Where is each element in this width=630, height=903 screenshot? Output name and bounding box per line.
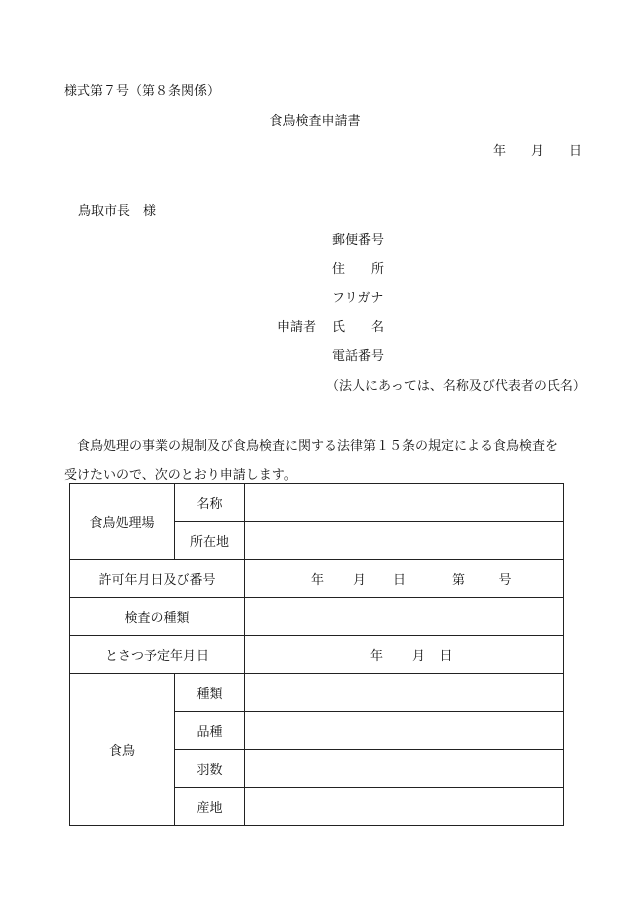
applicant-label: 申請者 — [277, 320, 317, 335]
slaughter-date-field[interactable] — [245, 636, 564, 674]
facility-name-label: 名称 — [175, 484, 245, 522]
request-statement — [64, 432, 584, 490]
poultry-count-label: 羽数 — [175, 750, 245, 788]
permit-number-prefix: 第 — [451, 573, 465, 588]
date-month-label: 月 — [531, 144, 545, 159]
facility-name-field[interactable] — [245, 484, 564, 522]
page-title: 食鳥検査申請書 — [269, 114, 361, 129]
permit-day-label: 日 — [392, 573, 406, 588]
slaughter-month-label: 月 — [411, 649, 425, 664]
facility-location-label: 所在地 — [175, 522, 245, 560]
corporation-note: （法人にあっては、名称及び代表者の氏名） — [326, 379, 586, 394]
inspection-type-label: 検査の種類 — [70, 598, 245, 636]
application-table — [69, 483, 564, 826]
form-number: 様式第７号（第８条関係） — [64, 84, 221, 99]
date-year-label: 年 — [493, 144, 507, 159]
poultry-breed-field[interactable] — [245, 712, 564, 750]
inspection-type-field[interactable] — [245, 598, 564, 636]
permit-field[interactable] — [245, 560, 564, 598]
furigana-label: フリガナ — [332, 291, 384, 306]
postal-code-label: 郵便番号 — [332, 233, 385, 248]
facility-location-field[interactable] — [245, 522, 564, 560]
poultry-type-field[interactable] — [245, 674, 564, 712]
slaughter-year-label: 年 — [369, 649, 383, 664]
permit-month-label: 月 — [352, 573, 366, 588]
poultry-origin-label: 産地 — [175, 788, 245, 826]
poultry-type-label: 種類 — [175, 674, 245, 712]
address-label: 住 所 — [332, 262, 385, 277]
name-label: 氏 名 — [332, 320, 385, 335]
request-statement-line1: 食鳥処理の事業の規制及び食鳥検査に関する法律第１５条の規定による食鳥検査を — [77, 439, 559, 454]
poultry-label: 食鳥 — [70, 674, 175, 826]
request-statement-line2: 受けたいので、次のとおり申請します。 — [64, 468, 297, 483]
poultry-count-field[interactable] — [245, 750, 564, 788]
facility-label: 食鳥処理場 — [70, 484, 175, 560]
permit-number-suffix: 号 — [498, 573, 512, 588]
poultry-breed-label: 品種 — [175, 712, 245, 750]
permit-year-label: 年 — [310, 573, 324, 588]
application-date — [479, 140, 582, 159]
phone-label: 電話番号 — [332, 349, 385, 364]
permit-label: 許可年月日及び番号 — [70, 560, 245, 598]
slaughter-day-label: 日 — [439, 649, 453, 664]
poultry-origin-field[interactable] — [245, 788, 564, 826]
date-day-label: 日 — [569, 144, 583, 159]
slaughter-date-label: とさつ予定年月日 — [70, 636, 245, 674]
addressee: 鳥取市長 様 — [78, 204, 157, 219]
